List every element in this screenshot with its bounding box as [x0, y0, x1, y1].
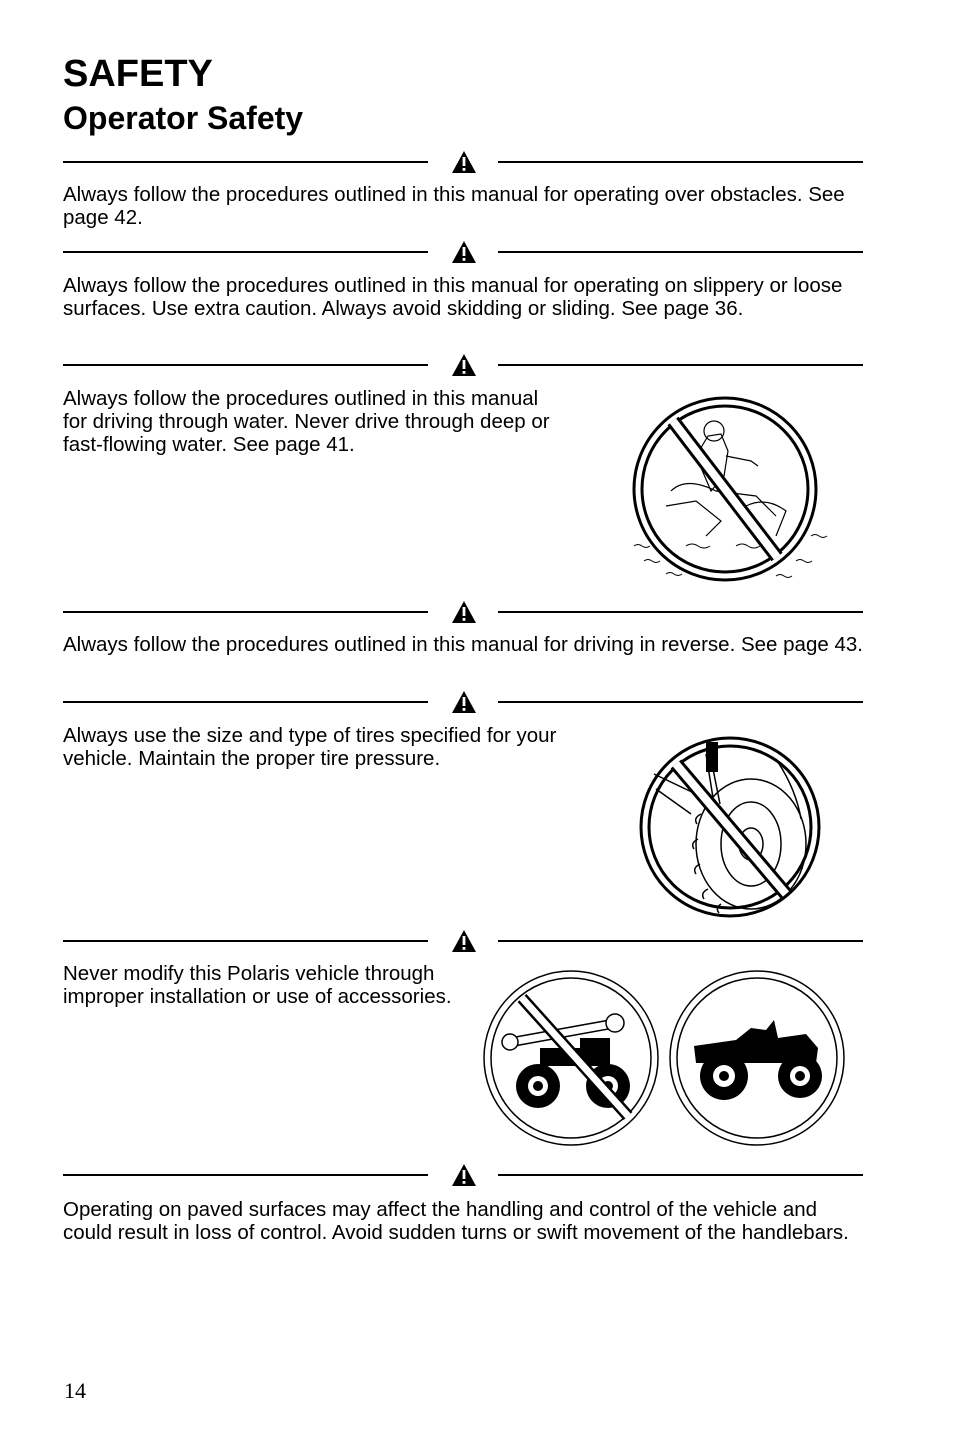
- warning-triangle-icon: [451, 240, 477, 264]
- warning-triangle-icon: [451, 929, 477, 953]
- section-title: Operator Safety: [63, 100, 304, 136]
- warning-divider: [63, 240, 863, 264]
- warning-text: Always follow the procedures outlined in this manual for operating on slippery or loose surfaces. Use extra caution. Always avoid skidding or sliding. See page 36.: [63, 274, 843, 320]
- warning-text: Always follow the procedures outlined in this manual for operating over obstacles. See page 42.: [63, 183, 845, 229]
- warning-triangle-icon: [451, 690, 477, 714]
- stock-atv-illustration: [666, 968, 848, 1148]
- warning-text: Always follow the procedures outlined in this manual for driving in reverse. See page 43.: [63, 633, 863, 656]
- warning-text: Always follow the procedures outlined in this manual for driving through water. Never drive through deep or fast-flowing water. See page 41.: [63, 387, 550, 456]
- warning-divider: [63, 1163, 863, 1187]
- warning-divider: [63, 929, 863, 953]
- page-title: SAFETY: [63, 53, 213, 95]
- warning-text: Operating on paved surfaces may affect the handling and control of the vehicle and could result in loss of control. Avoid sudden turns or swift movement of the handlebars.: [63, 1198, 849, 1244]
- warning-triangle-icon: [451, 150, 477, 174]
- warning-text: Always use the size and type of tires specified for your vehicle. Maintain the proper tire pressure.: [63, 724, 557, 770]
- warning-divider: [63, 690, 863, 714]
- page-number: 14: [64, 1378, 86, 1403]
- warning-triangle-icon: [451, 1163, 477, 1187]
- warning-triangle-icon: [451, 600, 477, 624]
- no-modification-illustration: [480, 968, 662, 1148]
- warning-divider: [63, 600, 863, 624]
- warning-triangle-icon: [451, 353, 477, 377]
- warning-text: Never modify this Polaris vehicle through improper installation or use of accessories.: [63, 962, 452, 1008]
- warning-divider: [63, 353, 863, 377]
- improper-tire-illustration: [636, 734, 826, 920]
- no-water-crossing-illustration: [626, 396, 832, 590]
- warning-divider: [63, 150, 863, 174]
